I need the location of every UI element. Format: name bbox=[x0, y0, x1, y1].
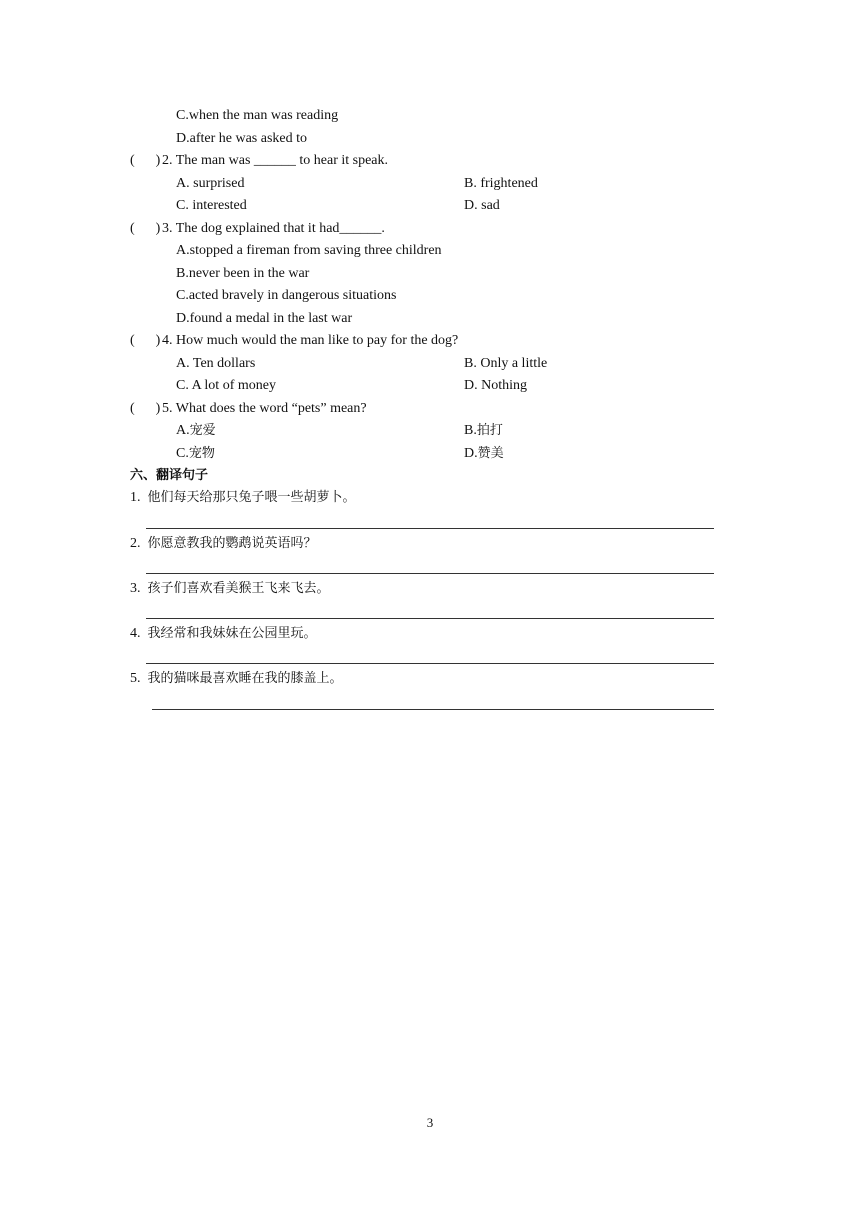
q2-option-b[interactable]: B. frightened bbox=[464, 176, 538, 191]
q2-option-d[interactable]: D. sad bbox=[464, 198, 500, 213]
q5-option-b[interactable]: B.拍打 bbox=[464, 423, 503, 438]
section-6-title: 六、翻译句子 bbox=[130, 468, 209, 483]
q2-option-a[interactable]: A. surprised bbox=[176, 176, 245, 191]
q5-answer-blank[interactable]: ( ) bbox=[130, 401, 161, 416]
answer-line-1[interactable] bbox=[146, 528, 714, 529]
q3-option-a[interactable]: A.stopped a fireman from saving three children bbox=[176, 243, 442, 258]
answer-line-4[interactable] bbox=[146, 663, 714, 664]
translate-item-4: 4. 我经常和我妹妹在公园里玩。 bbox=[130, 626, 317, 641]
q1-option-c: C.when the man was reading bbox=[176, 108, 339, 123]
q2-option-c[interactable]: C. interested bbox=[176, 198, 247, 213]
translate-item-1: 1. 他们每天给那只兔子喂一些胡萝卜。 bbox=[130, 490, 356, 505]
q4-option-a[interactable]: A. Ten dollars bbox=[176, 356, 256, 371]
translate-item-5: 5. 我的猫咪最喜欢睡在我的膝盖上。 bbox=[130, 671, 343, 686]
answer-line-3[interactable] bbox=[146, 618, 714, 619]
q4-option-d[interactable]: D. Nothing bbox=[464, 378, 528, 393]
page-number: 3 bbox=[426, 1115, 434, 1130]
q3-stem: 3. The dog explained that it had______. bbox=[162, 221, 385, 236]
translate-item-2: 2. 你愿意教我的鹦鹉说英语吗？ bbox=[130, 536, 317, 551]
translate-item-3: 3. 孩子们喜欢看美猴王飞来飞去。 bbox=[130, 581, 330, 596]
q4-answer-blank[interactable]: ( ) bbox=[130, 333, 161, 348]
q4-option-c[interactable]: C. A lot of money bbox=[176, 378, 276, 393]
q1-option-d: D.after he was asked to bbox=[176, 131, 308, 146]
q2-answer-blank[interactable]: ( ) bbox=[130, 153, 161, 168]
q3-option-d[interactable]: D.found a medal in the last war bbox=[176, 311, 353, 326]
q3-answer-blank[interactable]: ( ) bbox=[130, 221, 161, 236]
answer-line-5[interactable] bbox=[152, 709, 714, 710]
q5-option-a[interactable]: A.宠爱 bbox=[176, 423, 216, 438]
q4-stem: 4. How much would the man like to pay for the dog? bbox=[162, 333, 459, 348]
answer-line-2[interactable] bbox=[146, 573, 714, 574]
q5-option-c[interactable]: C.宠物 bbox=[176, 446, 215, 461]
q5-stem: 5. What does the word “pets” mean? bbox=[162, 401, 367, 416]
q2-stem: 2. The man was ______ to hear it speak. bbox=[162, 153, 389, 168]
q4-option-b[interactable]: B. Only a little bbox=[464, 356, 548, 371]
q3-option-c[interactable]: C.acted bravely in dangerous situations bbox=[176, 288, 397, 303]
q5-option-d[interactable]: D.赞美 bbox=[464, 446, 504, 461]
q3-option-b[interactable]: B.never been in the war bbox=[176, 266, 310, 281]
